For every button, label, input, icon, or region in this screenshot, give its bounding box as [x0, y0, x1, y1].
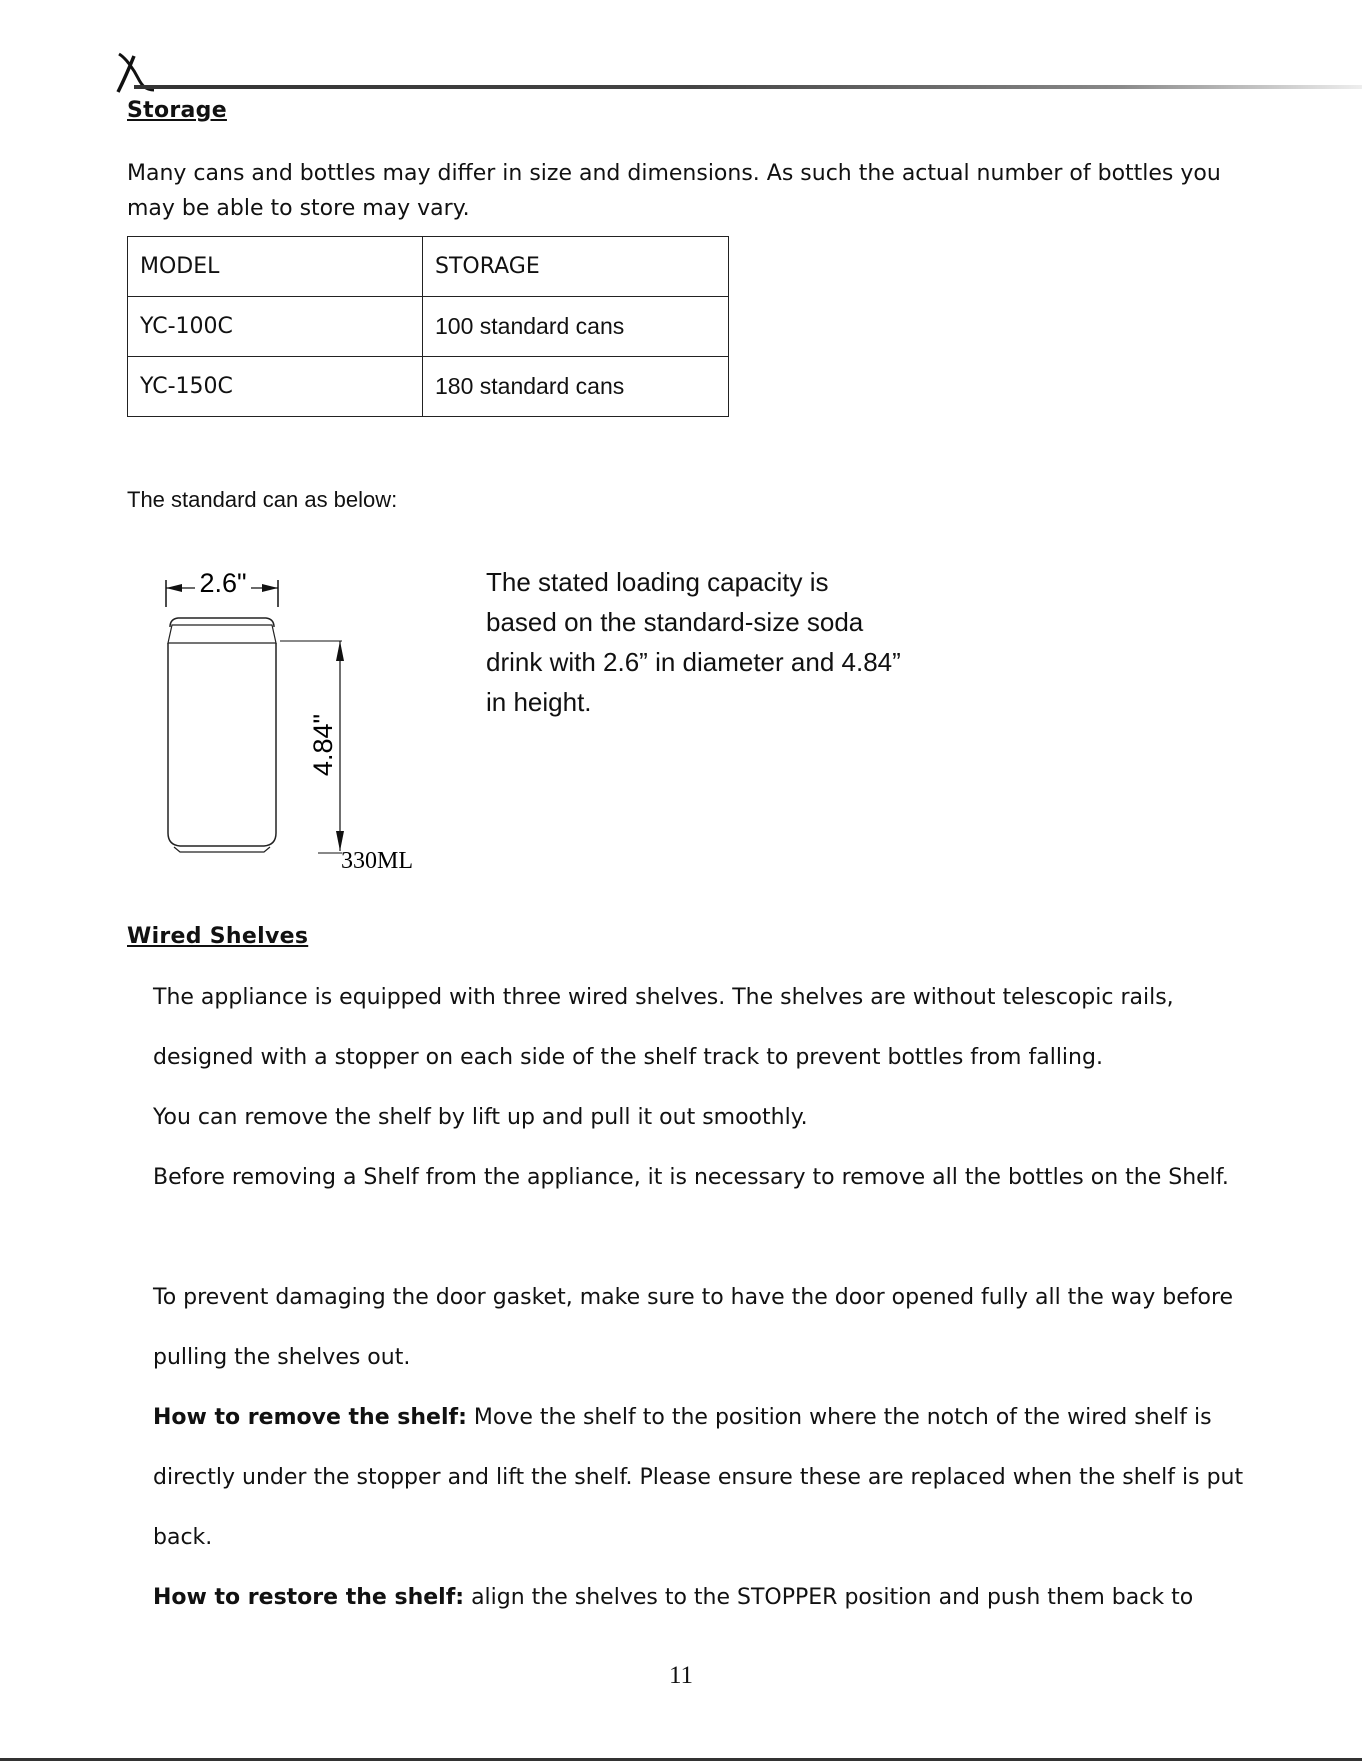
shelves-paragraph: You can remove the shelf by lift up and pull it out smoothly.	[153, 1105, 808, 1130]
table-header-cell: MODEL	[128, 237, 423, 297]
header-rule	[134, 85, 1362, 89]
shelves-paragraph: Before removing a Shelf from the appliance, it is necessary to remove all the bottles on the Shelf.	[153, 1165, 1229, 1190]
storage-intro-text: Many cans and bottles may differ in size and dimensions. As such the actual number of bottles you may be able to store may vary.	[127, 161, 1221, 221]
can-height-label: 4.84"	[308, 713, 338, 777]
shelves-paragraph: To prevent damaging the door gasket, make sure to have the door opened fully all the way before pulling the shelves out.	[153, 1285, 1234, 1370]
shelves-paragraph: The appliance is equipped with three wired shelves. The shelves are without telescopic rails, designed with a stopper on each side of the shelf track to prevent bottles from falling.	[153, 985, 1174, 1070]
can-width-label: 2.6"	[199, 568, 247, 598]
page-number: 11	[668, 1662, 694, 1689]
table-cell-model: YC-150C	[128, 357, 423, 417]
remove-shelf-text: Move the shelf to the position where the notch of the wired shelf is directly under the stopper and lift the shelf. Please ensure these are replaced when the shelf is put back.	[153, 1405, 1244, 1550]
table-header-row	[128, 237, 729, 297]
restore-shelf-paragraph	[153, 1568, 1263, 1628]
table-row	[128, 357, 729, 417]
remove-shelf-label: How to remove the shelf:	[153, 1405, 467, 1430]
restore-shelf-text: align the shelves to the STOPPER position and push them back to	[464, 1585, 1194, 1610]
table-cell-storage: 100 standard cans	[423, 297, 729, 357]
storage-capacity-table	[127, 236, 729, 417]
storage-heading: Storage	[127, 98, 227, 123]
restore-shelf-label: How to restore the shelf:	[153, 1585, 465, 1610]
table-header-cell: STORAGE	[423, 237, 729, 297]
wired-shelves-heading: Wired Shelves	[127, 924, 309, 949]
table-cell-storage: 180 standard cans	[423, 357, 729, 417]
table-row	[128, 297, 729, 357]
remove-shelf-paragraph	[153, 1388, 1263, 1568]
standard-can-label: The standard can as below:	[127, 487, 398, 512]
table-cell-model: YC-100C	[128, 297, 423, 357]
can-volume-label: 330ML	[341, 848, 413, 874]
loading-capacity-note: The stated loading capacity is based on the standard-size soda drink with 2.6” in diameter and 4.84” in height.	[486, 567, 901, 717]
standard-can-diagram	[150, 555, 430, 885]
